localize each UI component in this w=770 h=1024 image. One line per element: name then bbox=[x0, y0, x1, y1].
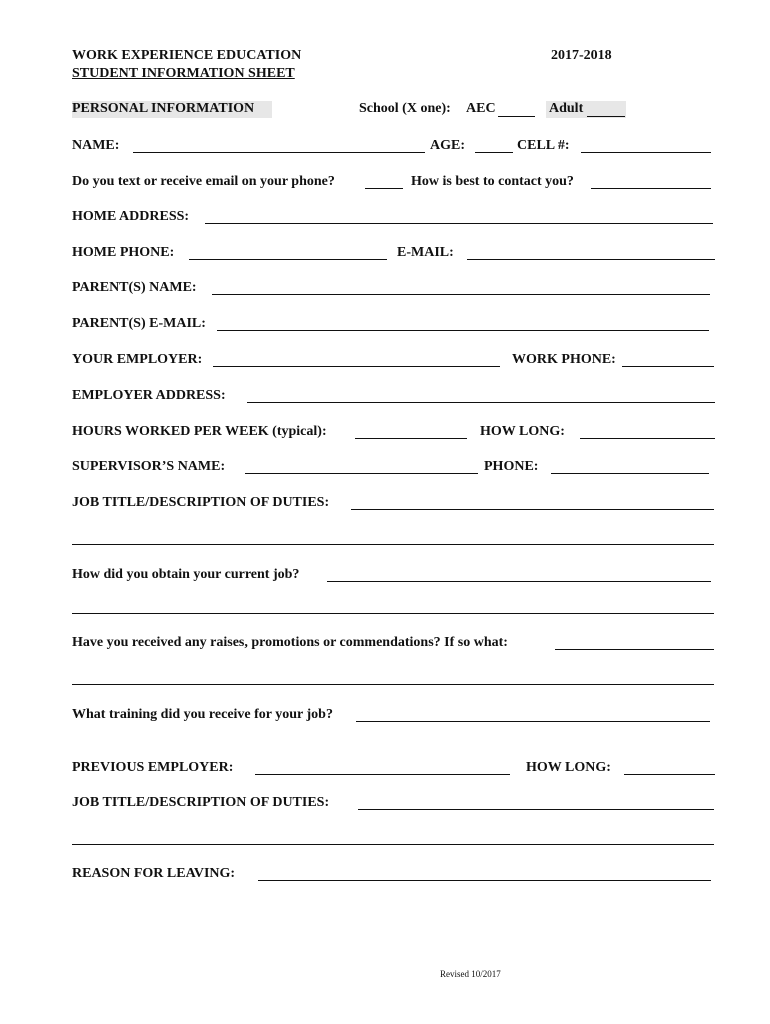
title-line-1: WORK EXPERIENCE EDUCATION bbox=[72, 48, 302, 63]
contact-field[interactable] bbox=[591, 188, 711, 189]
raises-question: Have you received any raises, promotions or commendations? If so what: bbox=[72, 635, 508, 650]
home-address-field[interactable] bbox=[205, 223, 713, 224]
how-long-label: HOW LONG: bbox=[480, 424, 565, 439]
age-field[interactable] bbox=[475, 152, 513, 153]
reason-leaving-field[interactable] bbox=[258, 880, 711, 881]
name-label: NAME: bbox=[72, 138, 120, 153]
obtain-job-extra-line[interactable] bbox=[72, 613, 714, 614]
school-year: 2017-2018 bbox=[551, 48, 612, 63]
job-title-field[interactable] bbox=[351, 509, 714, 510]
job-title-label: JOB TITLE/DESCRIPTION OF DUTIES: bbox=[72, 495, 330, 510]
supervisor-name-label: SUPERVISOR’S NAME: bbox=[72, 459, 226, 474]
revised-date: Revised 10/2017 bbox=[440, 969, 501, 979]
raises-extra-line[interactable] bbox=[72, 684, 714, 685]
obtain-job-question: How did you obtain your current job? bbox=[72, 567, 300, 582]
how-long-field[interactable] bbox=[580, 438, 715, 439]
obtain-job-field[interactable] bbox=[327, 581, 711, 582]
your-employer-label: YOUR EMPLOYER: bbox=[72, 352, 203, 367]
name-field[interactable] bbox=[133, 152, 425, 153]
text-email-field[interactable] bbox=[365, 188, 403, 189]
school-adult-checkbox[interactable] bbox=[587, 116, 625, 117]
parent-name-field[interactable] bbox=[212, 294, 710, 295]
work-phone-label: WORK PHONE: bbox=[512, 352, 616, 367]
training-field[interactable] bbox=[356, 721, 710, 722]
previous-employer-label: PREVIOUS EMPLOYER: bbox=[72, 760, 234, 775]
prev-job-title-label: JOB TITLE/DESCRIPTION OF DUTIES: bbox=[72, 795, 330, 810]
hours-worked-label: HOURS WORKED PER WEEK (typical): bbox=[72, 424, 327, 439]
cell-label: CELL #: bbox=[517, 138, 570, 153]
work-phone-field[interactable] bbox=[622, 366, 714, 367]
email-label: E-MAIL: bbox=[397, 245, 454, 260]
cell-field[interactable] bbox=[581, 152, 711, 153]
school-label: School (X one): bbox=[359, 101, 451, 116]
supervisor-phone-label: PHONE: bbox=[484, 459, 539, 474]
text-email-question: Do you text or receive email on your phone? bbox=[72, 174, 335, 189]
school-option-adult-label: Adult bbox=[549, 101, 584, 116]
contact-question: How is best to contact you? bbox=[411, 174, 574, 189]
home-phone-field[interactable] bbox=[189, 259, 387, 260]
prev-how-long-label: HOW LONG: bbox=[526, 760, 611, 775]
your-employer-field[interactable] bbox=[213, 366, 500, 367]
parent-email-field[interactable] bbox=[217, 330, 709, 331]
school-aec-checkbox[interactable] bbox=[498, 116, 535, 117]
home-address-label: HOME ADDRESS: bbox=[72, 209, 190, 224]
hours-worked-field[interactable] bbox=[355, 438, 467, 439]
previous-employer-field[interactable] bbox=[255, 774, 510, 775]
parent-email-label: PARENT(S) E-MAIL: bbox=[72, 316, 206, 331]
parent-name-label: PARENT(S) NAME: bbox=[72, 280, 197, 295]
employer-address-label: EMPLOYER ADDRESS: bbox=[72, 388, 226, 403]
title-line-2: STUDENT INFORMATION SHEET bbox=[72, 66, 295, 81]
reason-leaving-label: REASON FOR LEAVING: bbox=[72, 866, 236, 881]
employer-address-field[interactable] bbox=[247, 402, 715, 403]
prev-how-long-field[interactable] bbox=[624, 774, 715, 775]
prev-job-title-field[interactable] bbox=[358, 809, 714, 810]
section-heading-personal: PERSONAL INFORMATION bbox=[72, 101, 255, 116]
supervisor-name-field[interactable] bbox=[245, 473, 478, 474]
supervisor-phone-field[interactable] bbox=[551, 473, 709, 474]
home-phone-label: HOME PHONE: bbox=[72, 245, 175, 260]
training-question: What training did you receive for your job? bbox=[72, 707, 333, 722]
raises-field[interactable] bbox=[555, 649, 714, 650]
age-label: AGE: bbox=[430, 138, 465, 153]
school-option-aec-label: AEC bbox=[466, 101, 496, 116]
prev-job-title-extra-line[interactable] bbox=[72, 844, 714, 845]
job-title-extra-line[interactable] bbox=[72, 544, 714, 545]
email-field[interactable] bbox=[467, 259, 715, 260]
